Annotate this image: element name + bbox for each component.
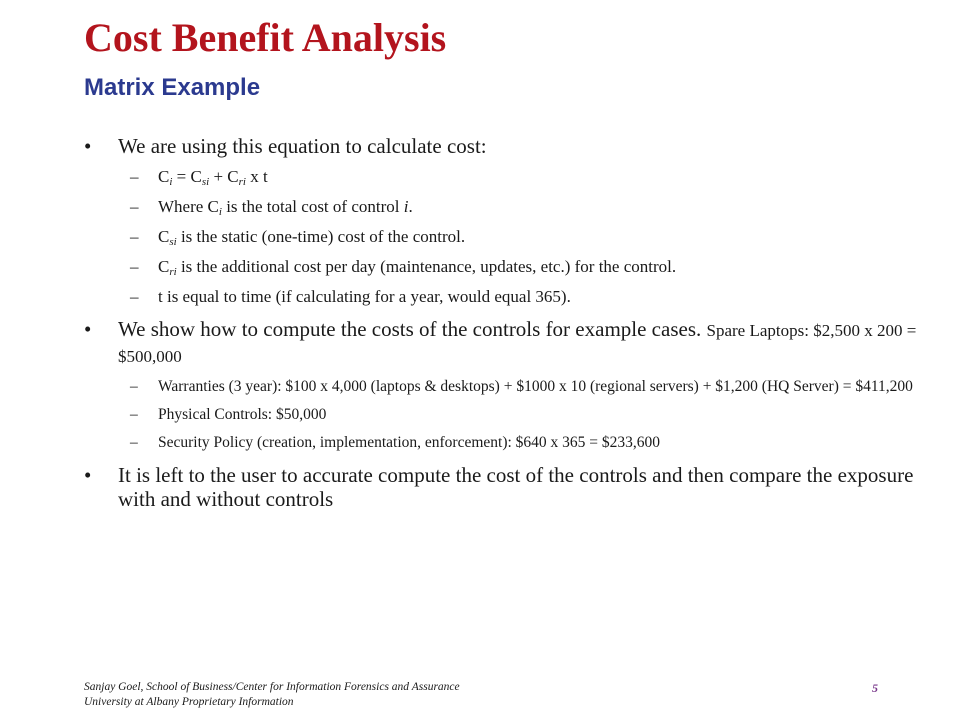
sub-item-physical: – Physical Controls: $50,000 — [130, 406, 327, 423]
dash-glyph: – — [130, 257, 139, 276]
bullet-glyph: • — [84, 134, 92, 158]
footer — [84, 680, 460, 710]
footer-line-1: Sanjay Goel, School of Business/Center for Information Forensics and Assurance — [84, 681, 460, 693]
sub-item-warranties: – Warranties (3 year): $100 x 4,000 (laptops & desktops) + $1000 x 10 (regional servers) + $1,200 (HQ Server) = $411,200 — [130, 378, 913, 395]
bullet-glyph: • — [84, 463, 92, 487]
slide-subtitle: Matrix Example — [84, 74, 261, 101]
sub-item-where: – Where $C_i$ is the total cost of control i. — [130, 197, 413, 218]
dash-glyph: – — [130, 227, 139, 246]
page-number: 5 — [872, 681, 878, 695]
sub-item-security-policy: – Security Policy (creation, implementation, enforcement): $640 x 365 = $233,600 — [130, 434, 661, 451]
sub-item-cri: – $C_{ri}$ is the additional cost per day (maintenance, updates, etc.) for the control. — [130, 257, 677, 278]
bullet-conclusion — [84, 463, 924, 511]
bullet-text: We are using this equation to calculate cost: — [118, 134, 487, 158]
bullet-example-costs — [84, 317, 924, 369]
bullet-equation — [84, 134, 924, 158]
spare-laptops-text: Spare Laptops: $2,500 x 200 = $500,000 — [118, 321, 917, 366]
dash-glyph: – — [130, 378, 138, 395]
bullet-text: We show how to compute the costs of the controls for example cases. — [118, 317, 702, 341]
sub-item-equation: – $C_i = C_{si} + C_{ri}$ x t — [130, 167, 268, 188]
bullet-glyph: • — [84, 317, 92, 341]
dash-glyph: – — [130, 197, 139, 216]
footer-line-2: University at Albany Proprietary Information — [84, 696, 294, 708]
slide-title: Cost Benefit Analysis — [84, 15, 447, 60]
sub-item-time: – t is equal to time (if calculating for a year, would equal 365). — [130, 287, 571, 306]
sub-item-csi: – $C_{si}$ is the static (one-time) cost of the control. — [130, 227, 466, 248]
dash-glyph: – — [130, 434, 138, 451]
dash-glyph: – — [130, 406, 138, 423]
bullet-text: It is left to the user to accurate compute the cost of the controls and then compare the exposure with and without controls — [118, 463, 914, 511]
dash-glyph: – — [130, 287, 139, 306]
dash-glyph: – — [130, 167, 139, 186]
slide-content — [84, 134, 924, 511]
